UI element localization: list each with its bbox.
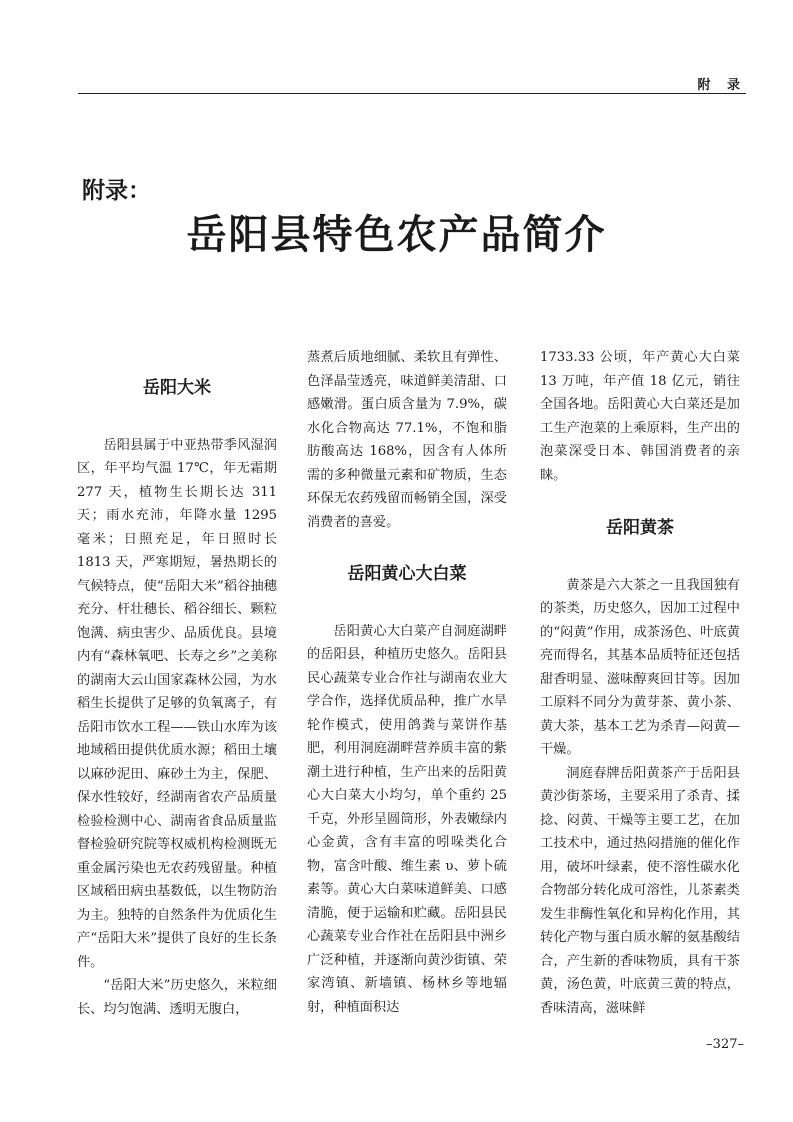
rice-paragraph-1: 岳阳县属于中亚热带季风湿润区，年平均气温 17℃，年无霜期 277 天，植物生长期长达 311 天；雨水充沛，年降水量 1295 毫米；日照充足，年日照时长 1813 天，严寒期短，暑热期长的气候特点，使“岳阳大米”稻谷抽穗充分、杆壮穗长、稻谷细长、颗粒饱满、病虫害少、品质优良。县境内有“森林氧吧、长寿之乡”之美称的湖南大云山国家森林公园，为水稻生长提供了足够的负氧离子，有岳阳市饮水工程——铁山水库为该地域稻田提供优质水源；稻田土壤以麻砂泥田、麻砂土为主，保肥、保水性较好，经湖南省农产品质量检验检测中心、湖南省食品质量监督检验研究院等权威机构检测既无重金属污染也无农药残留量。种植区域稻田病虫基数低，以生物防治为主。独特的自然条件为优质化生产“岳阳大米”提供了良好的生长条件。 [77,437,277,970]
running-head: 附 录 [697,78,746,93]
column-3 [540,346,740,1020]
page-number: –327– [706,1037,744,1052]
column-1 [77,346,277,1021]
section-heading-rice: 岳阳大米 [143,378,211,398]
section-heading-tea: 岳阳黄茶 [606,518,674,538]
header-rule [78,93,746,94]
cabbage-paragraph-1: 岳阳黄心大白菜产自洞庭湖畔的岳阳县，种植历史悠久。岳阳县民心蔬菜专业合作社与湖南农业大学合作，选择优质品种，推广水旱轮作模式，使用鸽粪与菜饼作基肥，利用洞庭湖畔营养质丰富的紫潮土进行种植，生产出来的岳阳黄心大白菜大小均匀，单个重约 25 千克，外形呈圆筒形，外表嫩绿内心金黄，含有丰富的吲哚类化合物，富含叶酸、维生素 υ、萝卜硫素等。黄心大白菜味道鲜美、口感清脆，便于运输和贮藏。岳阳县民心蔬菜专业合作社在岳阳县中洲乡广泛种植，并逐渐向黄沙街镇、荣家湾镇、新墙镇、杨林乡等地辐射，种植面积达 [307,623,507,1015]
rice-paragraph-2-continued: 蒸煮后质地细腻、柔软且有弹性、色泽晶莹透亮，味道鲜美清甜、口感嫩滑。蛋白质含量为 7.9%，碳水化合物高达 77.1%，不饱和脂肪酸高达 168%，因含有人体所需的多种微量元素和矿物质，生态环保无农药残留而畅销全国，深受消费者的喜爱。 [307,350,507,530]
section-heading-cabbage: 岳阳黄心大白菜 [347,564,467,584]
column-2 [307,346,507,1019]
appendix-label: 附录： [82,178,151,204]
tea-paragraph-1: 黄茶是六大茶之一且我国独有的茶类，历史悠久，因加工过程中的“闷黄”作用，成茶汤色、叶底黄亮而得名，其基本品质特征还包括甜香明显、滋味醇爽回甘等。因加工原料不同分为黄芽茶、黄小茶、黄大茶，基本工艺为杀青—闷黄—干燥。 [540,577,740,757]
rice-paragraph-2: “岳阳大米”历史悠久，米粒细长、均匀饱满、透明无腹白， [77,978,277,1017]
page-title: 岳阳县特色农产品简介 [186,211,607,258]
cabbage-paragraph-1-continued: 1733.33 公顷，年产黄心大白菜 13 万吨，年产值 18 亿元，销往全国各地。岳阳黄心大白菜还是加工生产泡菜的上乘原料，生产出的泡菜深受日本、韩国消费者的亲睐。 [540,350,740,483]
tea-paragraph-2: 洞庭春牌岳阳黄茶产于岳阳县黄沙街茶场，主要采用了杀青、揉捻、闷黄、干燥等主要工艺，在加工技术中，通过热闷措施的催化作用，破坏叶绿素，使不溶性碳水化合物部分转化成可溶性，儿茶素类发生非酶性氧化和异构化作用，其转化产物与蛋白质水解的氨基酸结合，产生新的香味物质，具有干茶黄，汤色黄，叶底黄三黄的特点，香味清高，滋味鲜 [540,765,740,1016]
